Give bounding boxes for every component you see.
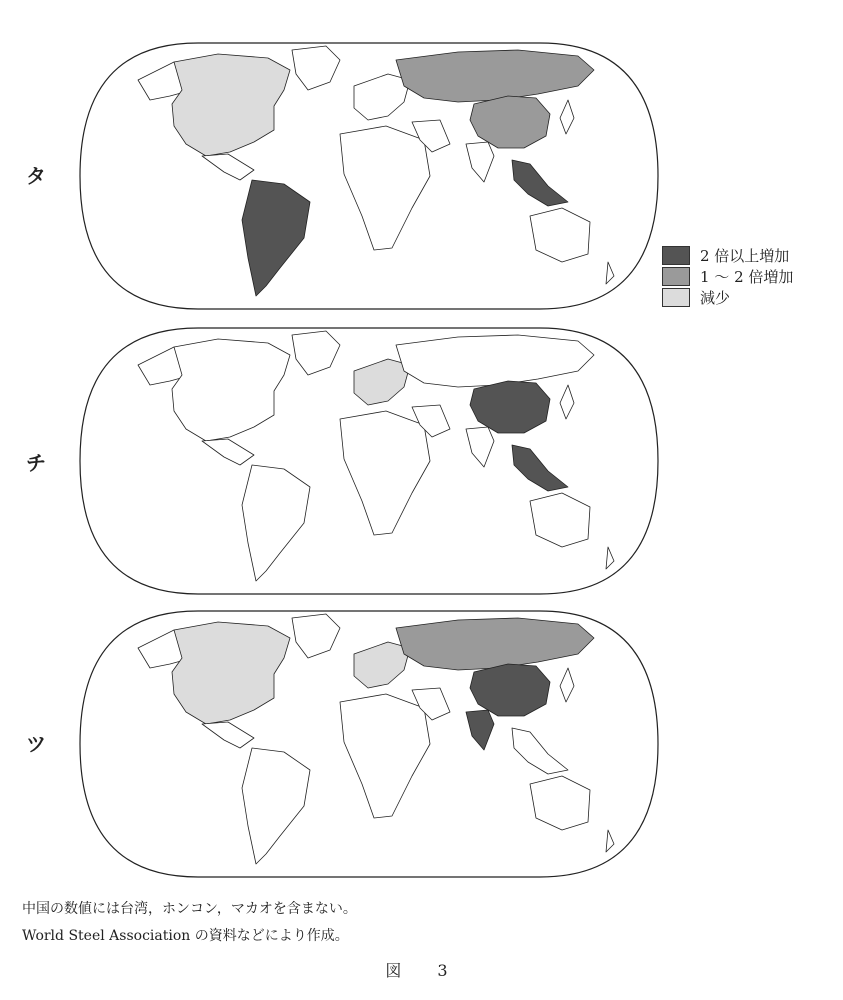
- source-notes: [22, 896, 357, 950]
- map-label-tsu: ツ: [26, 732, 46, 756]
- note-source: World Steel Association の資料などにより作成。: [22, 928, 349, 944]
- legend-label-mid: 1 ～ 2 倍増加: [700, 268, 794, 286]
- legend-swatch-mid: [662, 267, 690, 286]
- legend-swatch-low: [662, 288, 690, 307]
- legend-label-low: 減少: [700, 289, 731, 307]
- world-map-ta: [78, 40, 660, 312]
- legend-item-high: [662, 245, 793, 266]
- map-label-chi: チ: [26, 451, 46, 475]
- map-chi: [0, 325, 843, 597]
- world-map-tsu: [78, 608, 660, 880]
- note-china: 中国の数値には台湾，ホンコン，マカオを含まない。: [22, 901, 357, 917]
- map-label-ta: タ: [26, 164, 46, 188]
- legend-item-mid: [662, 266, 793, 287]
- figure-caption: 図 3: [385, 961, 458, 980]
- map-tsu: [0, 608, 843, 880]
- legend-swatch-high: [662, 246, 690, 265]
- legend-item-low: [662, 287, 793, 308]
- legend-label-high: 2 倍以上増加: [700, 247, 790, 265]
- map-legend: [662, 245, 793, 308]
- world-map-chi: [78, 325, 660, 597]
